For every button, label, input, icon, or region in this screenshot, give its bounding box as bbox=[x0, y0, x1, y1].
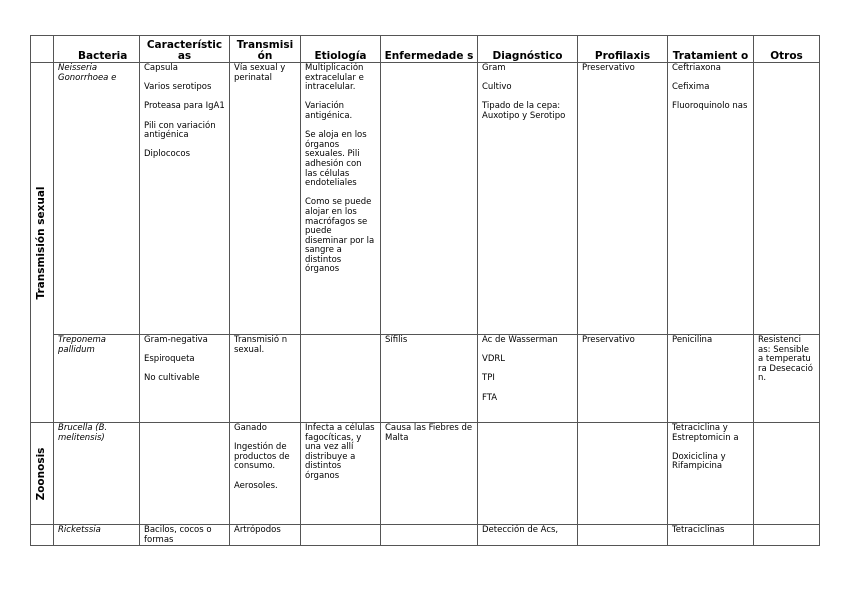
cell-caracteristicas bbox=[140, 63, 230, 335]
cell-etiologia bbox=[301, 63, 381, 335]
bacteria-name: Ricketssia bbox=[54, 525, 140, 546]
cell-item: Preservativo bbox=[582, 335, 635, 345]
cell-otros bbox=[754, 525, 820, 546]
group-label-zoonosis bbox=[31, 423, 54, 525]
cell-enfermedades bbox=[381, 63, 478, 335]
cell-item: VDRL bbox=[482, 354, 506, 365]
cell-item: Sífilis bbox=[385, 335, 408, 345]
cell-tratamiento bbox=[668, 423, 754, 525]
cell-transmision bbox=[230, 63, 301, 335]
cell-item: Gram-negativa bbox=[144, 335, 208, 345]
cell-item: Ceftriaxona bbox=[672, 63, 721, 73]
cell-item: Resistenci as: Sensible a temperatu ra Desecació n. bbox=[758, 335, 813, 384]
bacteria-name: Neisseria Gonorrhoea e bbox=[54, 63, 140, 335]
cell-item: Tipado de la cepa: Auxotipo y Serotipo bbox=[482, 101, 566, 121]
header-enfermedades: Enfermedade s bbox=[381, 36, 478, 63]
cell-enfermedades bbox=[381, 335, 478, 423]
cell-diagnostico bbox=[478, 423, 578, 525]
cell-item: Ac de Wasserman bbox=[482, 335, 558, 345]
header-otros: Otros bbox=[754, 36, 820, 63]
header-diagnostico: Diagnóstico bbox=[478, 36, 578, 63]
table-row bbox=[31, 63, 820, 335]
group-label-text: Transmisión sexual bbox=[35, 185, 48, 300]
bacteria-name: Brucella (B. melitensis) bbox=[54, 423, 140, 525]
table-row bbox=[31, 335, 820, 423]
cell-item: Transmisió n sexual. bbox=[234, 335, 288, 355]
cell-item: Doxiciclina y Rifampicina bbox=[672, 451, 726, 472]
cell-item: Bacilos, cocos o formas bbox=[144, 525, 212, 545]
cell-item: Como se puede alojar en los macrófagos se puede diseminar por la sangre a distintos órganos bbox=[305, 197, 375, 275]
cell-tratamiento bbox=[668, 63, 754, 335]
cell-caracteristicas bbox=[140, 335, 230, 423]
cell-item: Ingestión de productos de consumo. bbox=[234, 442, 290, 472]
cell-item: Vía sexual y perinatal bbox=[234, 63, 286, 83]
cell-tratamiento bbox=[668, 335, 754, 423]
cell-item: Preservativo bbox=[582, 63, 635, 73]
cell-transmision bbox=[230, 525, 301, 546]
cell-diagnostico bbox=[478, 525, 578, 546]
cell-item: Fluoroquinolo nas bbox=[672, 101, 748, 112]
table-row bbox=[31, 423, 820, 525]
cell-transmision bbox=[230, 335, 301, 423]
header-caracteristicas: Característic as bbox=[140, 36, 230, 63]
cell-item: Multiplicación extracelular e intracelular. bbox=[305, 63, 364, 93]
cell-otros bbox=[754, 423, 820, 525]
header-etiologia: Etiología bbox=[301, 36, 381, 63]
cell-item: Variación antigénica. bbox=[305, 101, 353, 121]
cell-diagnostico bbox=[478, 63, 578, 335]
cell-item: Detección de Acs, bbox=[482, 525, 559, 535]
group-label-sexual bbox=[31, 63, 54, 423]
cell-item: Ganado bbox=[234, 423, 267, 433]
cell-item: No cultivable bbox=[144, 373, 200, 384]
cell-tratamiento bbox=[668, 525, 754, 546]
cell-otros bbox=[754, 63, 820, 335]
cell-profilaxis bbox=[578, 525, 668, 546]
cell-profilaxis bbox=[578, 335, 668, 423]
cell-enfermedades bbox=[381, 525, 478, 546]
cell-item: Tetraciclinas bbox=[672, 525, 725, 535]
header-row bbox=[31, 36, 820, 63]
cell-item: Cefixima bbox=[672, 82, 710, 93]
cell-profilaxis bbox=[578, 63, 668, 335]
cell-otros bbox=[754, 335, 820, 423]
bacteria-name: Treponema pallidum bbox=[54, 335, 140, 423]
header-bacteria: Bacteria bbox=[54, 36, 140, 63]
cell-transmision bbox=[230, 423, 301, 525]
cell-item: Penicilina bbox=[672, 335, 713, 345]
cell-item: Causa las Fiebres de Malta bbox=[385, 423, 473, 443]
cell-item: FTA bbox=[482, 392, 498, 403]
cell-item: Capsula bbox=[144, 63, 178, 73]
cell-item: Aerosoles. bbox=[234, 480, 278, 491]
cell-item: Artrópodos bbox=[234, 525, 281, 535]
header-transmision: Transmisi ón bbox=[230, 36, 301, 63]
cell-item: Cultivo bbox=[482, 82, 512, 93]
cell-item: TPI bbox=[482, 373, 495, 384]
cell-item: Proteasa para IgA1 bbox=[144, 101, 225, 112]
cell-etiologia bbox=[301, 525, 381, 546]
cell-caracteristicas bbox=[140, 525, 230, 546]
header-tratamiento: Tratamient o bbox=[668, 36, 754, 63]
header-profilaxis: Profilaxis bbox=[578, 36, 668, 63]
table-row bbox=[31, 525, 820, 546]
cell-item: Gram bbox=[482, 63, 506, 73]
cell-item: Espiroqueta bbox=[144, 354, 195, 365]
cell-item: Tetraciclina y Estreptomicin a bbox=[672, 423, 739, 443]
group-label-text: Zoonosis bbox=[35, 447, 48, 500]
header-group-cell bbox=[31, 36, 54, 63]
group-label-empty bbox=[31, 525, 54, 546]
cell-profilaxis bbox=[578, 423, 668, 525]
cell-item: Varios serotipos bbox=[144, 82, 212, 93]
cell-etiologia bbox=[301, 423, 381, 525]
cell-item: Pili con variación antigénica bbox=[144, 120, 216, 141]
cell-etiologia bbox=[301, 335, 381, 423]
bacteria-table bbox=[30, 35, 820, 546]
cell-item: Se aloja en los órganos sexuales. Pili adhesión con las células endoteliales bbox=[305, 130, 367, 189]
cell-diagnostico bbox=[478, 335, 578, 423]
cell-item: Infecta a células fagocíticas, y una vez allí distribuye a distintos órganos bbox=[305, 423, 375, 481]
cell-caracteristicas bbox=[140, 423, 230, 525]
cell-enfermedades bbox=[381, 423, 478, 525]
cell-item: Diplococos bbox=[144, 149, 191, 160]
